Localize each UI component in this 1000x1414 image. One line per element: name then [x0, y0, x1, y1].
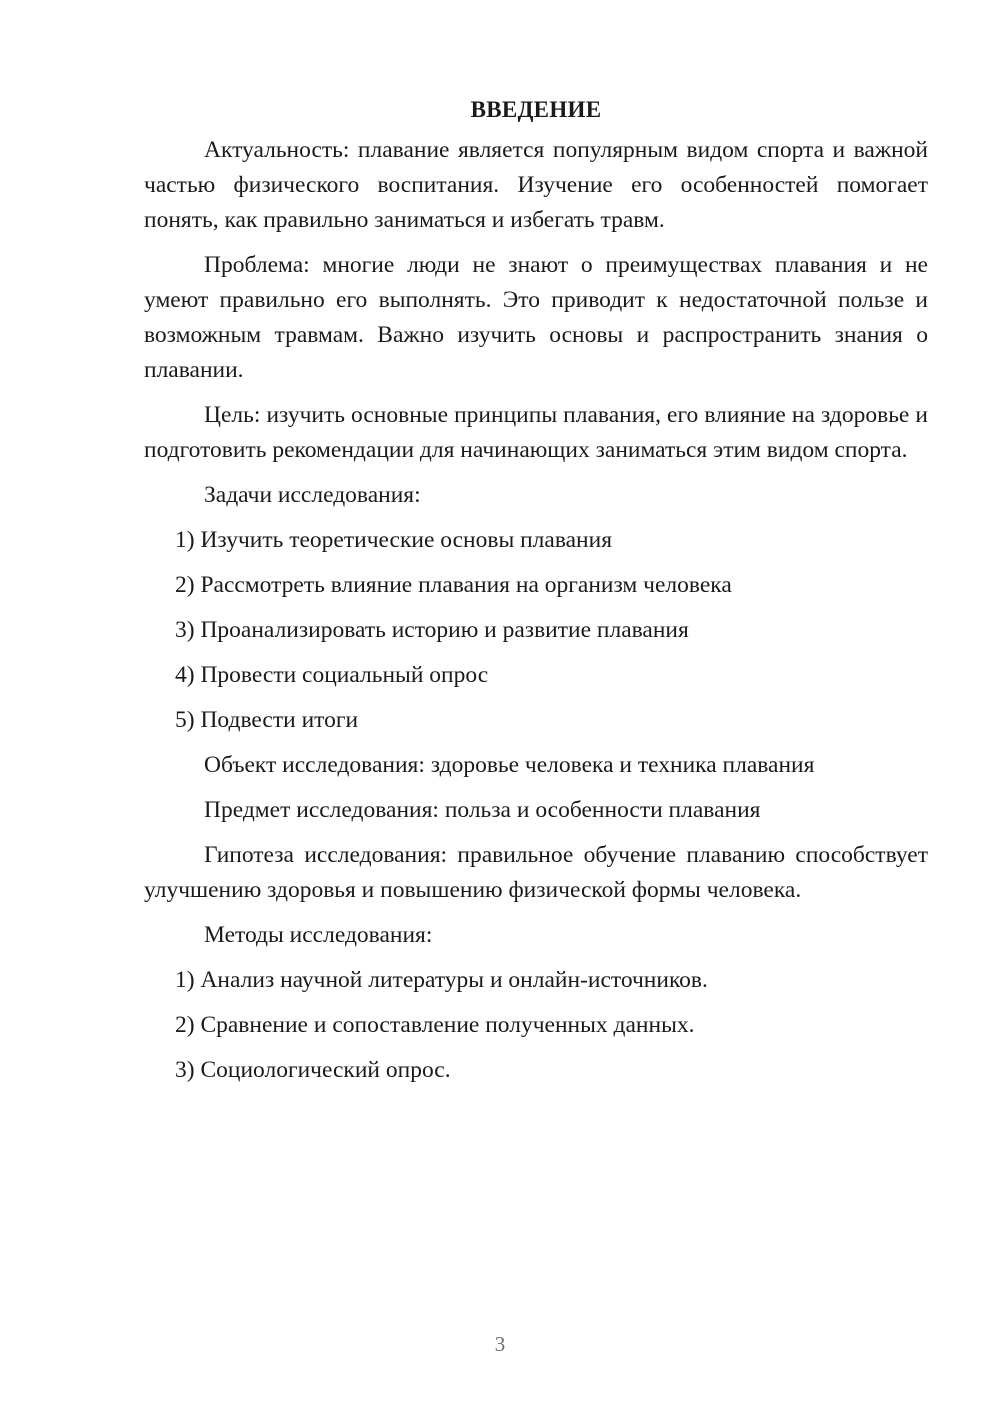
tasks-label: Задачи исследования:	[204, 482, 421, 508]
page-number: 3	[494, 1332, 506, 1356]
method-item: 3) Социологический опрос.	[175, 1057, 451, 1083]
method-item: 2) Сравнение и сопоставление полученных данных.	[175, 1012, 695, 1038]
method-item: 1) Анализ научной литературы и онлайн-источников.	[175, 967, 708, 993]
hypothesis-paragraph: Гипотеза исследования: правильное обучение плаванию способствует улучшению здоровья и повышению физической формы человека.	[144, 842, 928, 903]
problem-paragraph: Проблема: многие люди не знают о преимуществах плавания и не умеют правильно его выполнять. Это приводит к недостаточной пользе и возможным травмам. Важно изучить основы и распространить знания о плавании.	[144, 252, 928, 383]
tasks-list	[144, 523, 928, 738]
task-item: 1) Изучить теоретические основы плавания	[175, 527, 613, 553]
goal-paragraph: Цель: изучить основные принципы плавания, его влияние на здоровье и подготовить рекомендации для начинающих заниматься этим видом спорта.	[144, 402, 928, 463]
task-item: 5) Подвести итоги	[175, 707, 359, 733]
page-content	[144, 93, 928, 1098]
object-line: Объект исследования: здоровье человека и техника плавания	[204, 752, 815, 778]
relevance-paragraph: Актуальность: плавание является популярным видом спорта и важной частью физического воспитания. Изучение его особенностей помогает понять, как правильно заниматься и избегать травм.	[144, 137, 928, 233]
task-item: 3) Проанализировать историю и развитие плавания	[175, 617, 689, 643]
methods-list	[144, 963, 928, 1088]
task-item: 4) Провести социальный опрос	[175, 662, 489, 688]
section-heading: ВВЕДЕНИЕ	[470, 97, 602, 122]
subject-line: Предмет исследования: польза и особенности плавания	[204, 797, 761, 823]
methods-label: Методы исследования:	[204, 922, 433, 948]
task-item: 2) Рассмотреть влияние плавания на организм человека	[175, 572, 732, 598]
